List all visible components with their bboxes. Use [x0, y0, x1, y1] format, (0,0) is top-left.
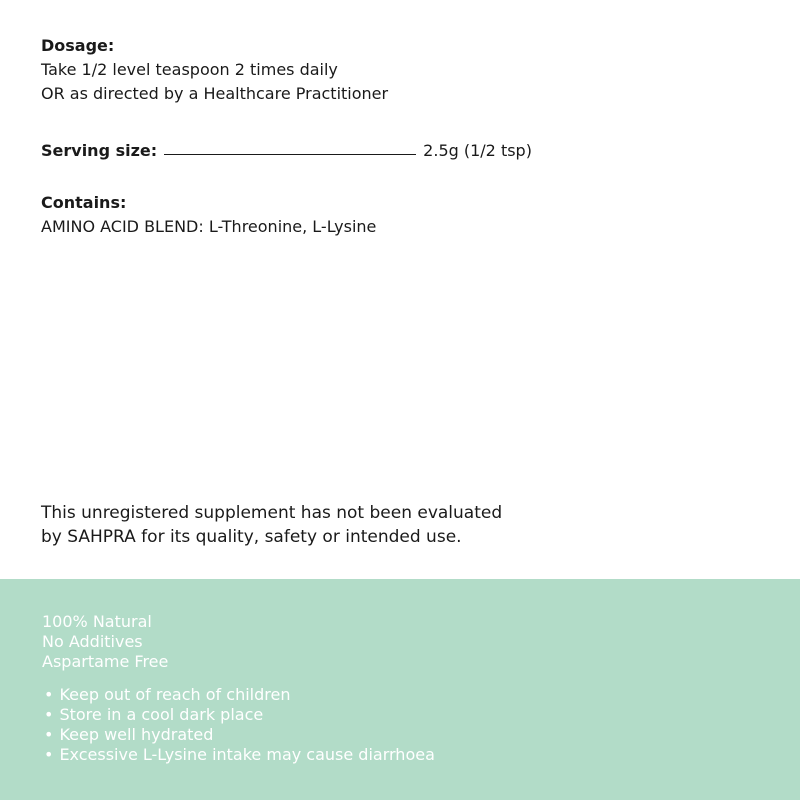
bullet-icon: •: [44, 725, 54, 744]
warnings-list: [44, 685, 435, 765]
list-item: [44, 705, 435, 725]
claim-natural: 100% Natural: [42, 612, 152, 631]
warning-text: Keep well hydrated: [59, 725, 214, 744]
ingredients-text: AMINO ACID BLEND: L-Threonine, L-Lysine: [41, 217, 377, 236]
dosage-alternative: OR as directed by a Healthcare Practitioner: [41, 84, 389, 103]
warning-text: Store in a cool dark place: [59, 705, 264, 724]
serving-size-value: 2.5g (1/2 tsp): [423, 141, 532, 160]
warning-text: Excessive L-Lysine intake may cause diarrhoea: [59, 745, 435, 764]
claim-aspartame-free: Aspartame Free: [42, 652, 169, 671]
bullet-icon: •: [44, 705, 54, 724]
warning-text: Keep out of reach of children: [59, 685, 291, 704]
serving-size-label: Serving size:: [41, 141, 158, 160]
disclaimer-line: by SAHPRA for its quality, safety or intended use.: [41, 527, 462, 547]
contains-heading: Contains:: [41, 193, 127, 212]
dosage-instruction: Take 1/2 level teaspoon 2 times daily: [41, 60, 338, 79]
bullet-icon: •: [44, 745, 54, 764]
bullet-icon: •: [44, 685, 54, 704]
disclaimer-section: [41, 501, 502, 549]
disclaimer-line: This unregistered supplement has not been evaluated: [41, 503, 503, 523]
serving-size-row: [41, 140, 532, 162]
dosage-section: [41, 36, 388, 106]
list-item: [44, 725, 435, 745]
list-item: [44, 685, 435, 705]
serving-size-leader-line: [164, 154, 416, 155]
claim-no-additives: No Additives: [42, 632, 143, 651]
green-info-panel: [0, 579, 800, 800]
list-item: [44, 745, 435, 765]
dosage-heading: Dosage:: [41, 36, 115, 55]
contains-section: [41, 193, 376, 239]
product-claims: [42, 612, 168, 672]
